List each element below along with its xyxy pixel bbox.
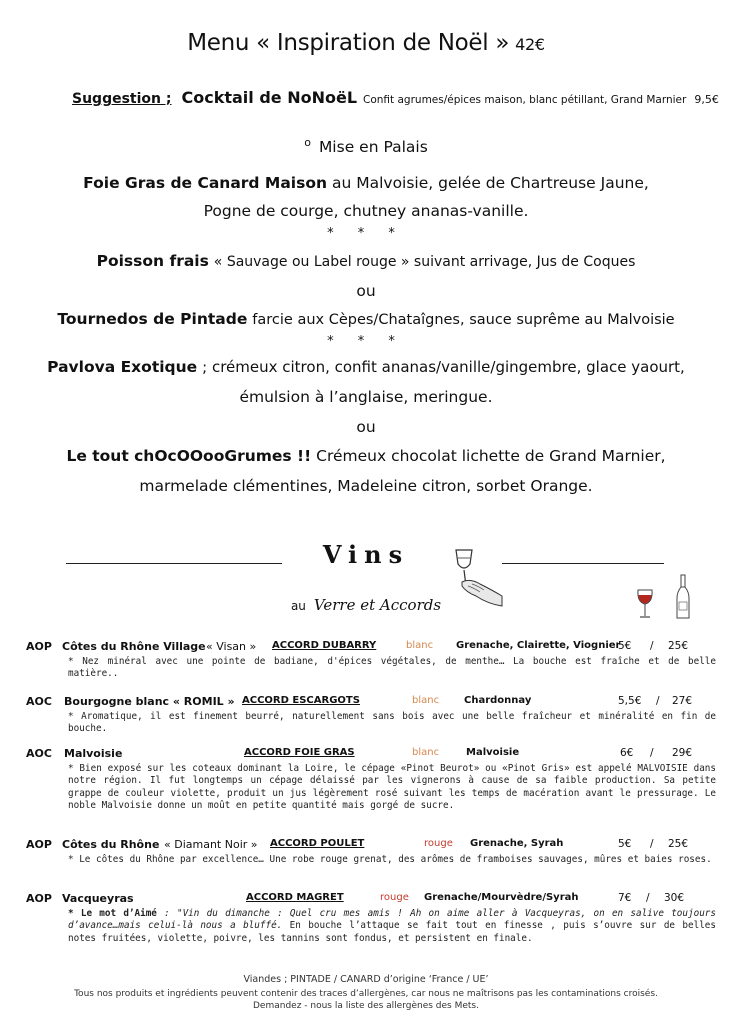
suggestion-line [72, 88, 719, 107]
wine-bottle-price: 30€ [664, 892, 685, 904]
wine-accord: ACCORD POULET [270, 838, 365, 849]
price-separator: / [650, 838, 654, 850]
wine-name: Bourgogne blanc « ROMIL » [64, 695, 235, 708]
mise-text: Mise en Palais [318, 138, 428, 157]
wine-bottle-price: 29€ [672, 747, 693, 759]
wine-desc-quote: : "Vin du dimanche : Quel cru mes amis ! Ah on aime aller à Vacqueyras, on en salive toujours d’avance…mais celui-là nous a bluffé. [68, 908, 716, 932]
wine-color: rouge [380, 892, 409, 903]
au-verre-accords [0, 596, 732, 614]
foie-gras-name: Foie Gras de Canard Maison [83, 174, 328, 192]
pavlova-name: Pavlova Exotique [47, 358, 198, 376]
wine-color: blanc [412, 695, 440, 706]
wine-accord: ACCORD ESCARGOTS [242, 695, 360, 706]
wine-glass-price: 6€ [620, 747, 634, 759]
poisson-line [0, 252, 732, 270]
menu-price: 42€ [515, 35, 545, 54]
chocolat-name: Le tout chOcOOooGrumes !! [66, 447, 312, 465]
wine-grapes: Chardonnay [464, 695, 532, 706]
chocolat-line-2: marmelade clémentines, Madeleine citron, sorbet Orange. [139, 477, 593, 495]
wine-color: blanc [406, 640, 434, 651]
mise-en-palais [0, 136, 732, 156]
wine-name: Malvoisie [64, 747, 123, 760]
wine-item [26, 640, 716, 681]
wine-bottle-icon [674, 574, 692, 620]
wine-description: * Nez minéral avec une pointe de badiane, d'épices végétales, de menthe… La bouche est fraîche et de belle matière.. [68, 656, 716, 680]
cocktail-name: Cocktail de NoNoëL [181, 88, 358, 107]
wine-cuvee: « Visan » [206, 640, 257, 653]
suggestion-label: Suggestion ; [72, 91, 172, 107]
or-1: ou [356, 282, 376, 300]
chocolat-desc-1: Crémeux chocolat lichette de Grand Marnier, [316, 447, 666, 465]
cocktail-price: 9,5€ [694, 93, 719, 106]
wine-appellation: AOP [26, 838, 52, 851]
wine-description: * Le côtes du Rhône par excellence… Une robe rouge grenat, des arômes de framboises sauvages, mûres et baies roses. [68, 854, 712, 865]
wine-desc-rest: En bouche l’attaque se fait tout en finesse , puis s’ouvre sur de belles notes fruitées, violette, poivre, les tannins sont fondus, et persistent en finale. [68, 920, 716, 944]
tournedos-name: Tournedos de Pintade [57, 310, 248, 328]
wine-grapes: Grenache, Clairette, Viognier [456, 640, 621, 651]
wine-appellation: AOP [26, 892, 52, 905]
wine-bottle-price: 25€ [668, 838, 689, 850]
wine-glass-price: 7€ [618, 892, 632, 904]
poisson-name: Poisson frais [96, 252, 209, 270]
wine-grapes: Grenache, Syrah [470, 838, 564, 849]
footer-allergens-request: Demandez - nous la liste des allergènes des Mets. [253, 1001, 479, 1011]
tournedos-desc: farcie aux Cèpes/Chataîgnes, sauce suprême au Malvoisie [252, 312, 675, 328]
foie-gras-line-1 [0, 174, 732, 192]
wine-appellation: AOC [26, 695, 52, 708]
wines-title: Vins [322, 540, 410, 569]
separator-stars-1: * * * [327, 226, 405, 241]
footer-origin: Viandes ; PINTADE / CANARD d’origine ‘France / UE’ [243, 974, 489, 985]
wine-description: * Aromatique, il est finement beurré, naturellement sans bois avec une belle fraîcheur et minéralité en fin de bouche. [68, 711, 716, 735]
pavlova-line-1 [0, 358, 732, 376]
menu-title [0, 30, 732, 56]
foie-gras-desc-1: au Malvoisie, gelée de Chartreuse Jaune, [331, 174, 649, 192]
verre-accords-text: Verre et Accords [313, 596, 442, 614]
wine-color: blanc [412, 747, 440, 758]
wine-appellation: AOC [26, 747, 52, 760]
wine-name: Vacqueyras [62, 892, 134, 905]
chocolat-line-1 [0, 447, 732, 465]
poisson-desc: « Sauvage ou Label rouge » suivant arrivage, Jus de Coques [213, 254, 636, 270]
wine-name: Côtes du Rhône Village [62, 640, 206, 653]
separator-stars-2: * * * [327, 334, 405, 349]
wine-bottle-price: 25€ [668, 640, 689, 652]
wine-description [26, 908, 716, 945]
wine-grapes: Malvoisie [466, 747, 520, 758]
foie-gras-line-2: Pogne de courge, chutney ananas-vanille. [203, 202, 529, 220]
wine-name: Côtes du Rhône [62, 838, 160, 851]
pavlova-line-2: émulsion à l’anglaise, meringue. [239, 388, 493, 406]
wine-glass-price: 5€ [618, 640, 632, 652]
wine-grapes: Grenache/Mourvèdre/Syrah [424, 892, 579, 903]
footer-allergens: Tous nos produits et ingrédients peuvent contenir des traces d’allergènes, car nous ne maîtrisons pas les contaminations croisés. [74, 989, 658, 999]
wine-appellation: AOP [26, 640, 52, 653]
price-separator: / [650, 640, 654, 652]
menu-title-text: Menu « Inspiration de Noël » [187, 30, 510, 56]
wine-item [26, 747, 716, 813]
price-separator: / [646, 892, 650, 904]
wine-item [26, 695, 716, 736]
red-wine-glass-icon [636, 588, 654, 620]
wine-desc-lead: * Le mot d’Aimé [68, 908, 157, 919]
price-separator: / [656, 695, 660, 707]
wine-bottle-price: 27€ [672, 695, 693, 707]
pavlova-desc-1: ; crémeux citron, confit ananas/vanille/gingembre, glace yaourt, [202, 358, 685, 376]
cocktail-desc: Confit agrumes/épices maison, blanc pétillant, Grand Marnier [363, 94, 687, 106]
or-2: ou [356, 418, 376, 436]
au-text: au [290, 599, 306, 613]
wine-accord: ACCORD FOIE GRAS [244, 747, 355, 758]
wine-cuvee: « Diamant Noir » [164, 838, 258, 851]
wine-color: rouge [424, 838, 453, 849]
wine-item [26, 892, 716, 945]
wine-accord: ACCORD DUBARRY [272, 640, 377, 651]
wine-glass-price: 5€ [618, 838, 632, 850]
wine-glass-price: 5,5€ [618, 695, 642, 707]
degree-mark: o [304, 136, 311, 149]
wine-description: * Bien exposé sur les coteaux dominant la Loire, le cépage «Pinot Beurot» ou «Pinot Gris» est appelé MALVOISIE dans notre région. Il fut longtemps un cépage délaissé par les vignerons à cause de sa faible production. Sa petite grappe de couleur violette, produit un jus légèrement rosé suivant les temps de macération avant le pressurage. Le noble Malvoisie donne un moût en petite quantité mais gorgé de sucre. [68, 763, 716, 812]
tournedos-line [0, 310, 732, 328]
wine-accord: ACCORD MAGRET [246, 892, 344, 903]
price-separator: / [650, 747, 654, 759]
wine-item [26, 838, 716, 866]
